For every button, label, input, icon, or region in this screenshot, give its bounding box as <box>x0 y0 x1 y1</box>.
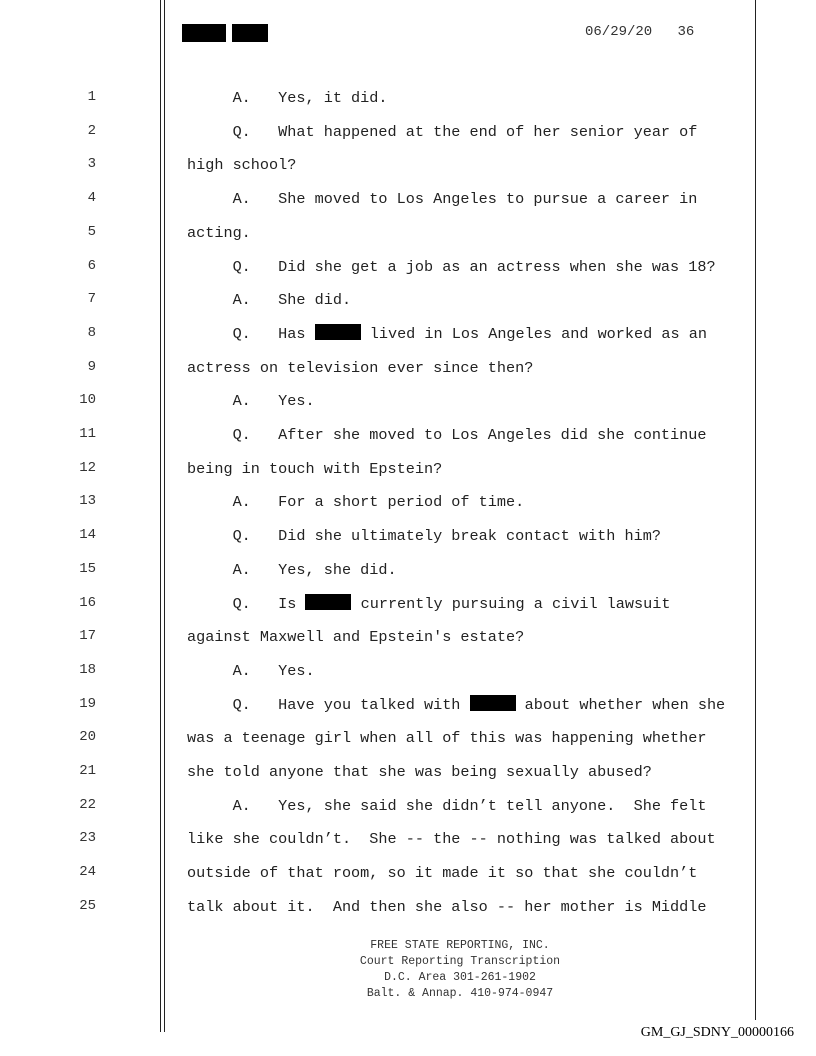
transcript-line <box>0 595 760 615</box>
header-redaction-2 <box>232 24 268 42</box>
line-text <box>187 696 725 714</box>
line-number: 21 <box>79 763 96 779</box>
line-text <box>187 729 707 747</box>
line-text <box>187 628 524 646</box>
text-segment: A. She did. <box>187 291 352 310</box>
transcript-line <box>0 830 760 850</box>
transcript-line <box>0 426 760 446</box>
line-text <box>187 123 697 141</box>
text-segment: A. Yes, she said she didn’t tell anyone. She felt <box>187 796 707 815</box>
line-text <box>187 898 707 916</box>
line-text <box>187 89 388 107</box>
transcript-line <box>0 291 760 311</box>
text-segment: about whether when she <box>515 695 726 714</box>
transcript-line <box>0 392 760 412</box>
line-text <box>187 224 251 242</box>
bates-number: GM_GJ_SDNY_00000166 <box>640 1025 794 1040</box>
line-text <box>187 561 397 579</box>
text-segment: Q. Did she ultimately break contact with him? <box>187 527 661 546</box>
line-text <box>187 156 296 174</box>
text-segment: acting. <box>187 223 251 242</box>
line-text <box>187 830 716 848</box>
line-number: 8 <box>87 324 96 341</box>
line-number: 10 <box>79 392 96 409</box>
transcript-line <box>0 190 760 210</box>
text-segment: Q. Did she get a job as an actress when she was 18? <box>187 257 716 276</box>
text-segment: currently pursuing a civil lawsuit <box>351 594 671 613</box>
redaction-box <box>470 695 516 711</box>
transcript-line <box>0 561 760 581</box>
text-segment: A. For a short period of time. <box>187 493 525 512</box>
text-segment: being in touch with Epstein? <box>187 459 443 478</box>
text-segment: A. Yes. <box>187 661 315 680</box>
line-number: 5 <box>87 223 96 240</box>
transcript-line <box>0 359 760 379</box>
transcript-line <box>0 696 760 716</box>
line-text <box>187 291 351 309</box>
redaction-box <box>315 324 361 340</box>
text-segment: she told anyone that she was being sexually abused? <box>187 763 652 781</box>
line-number: 16 <box>79 594 96 611</box>
text-segment: Q. Is <box>187 594 306 613</box>
line-number: 15 <box>79 560 96 577</box>
transcript-line <box>0 662 760 682</box>
line-text <box>187 797 707 815</box>
redaction-box <box>305 594 351 610</box>
transcript-line <box>0 763 760 783</box>
transcript-line <box>0 123 760 143</box>
transcript-line <box>0 325 760 345</box>
line-number: 13 <box>79 493 96 510</box>
text-segment: was a teenage girl when all of this was happening whether <box>187 729 707 748</box>
transcript-line <box>0 527 760 547</box>
transcript-line <box>0 493 760 513</box>
transcript-line <box>0 156 760 176</box>
text-segment: A. Yes, she did. <box>187 560 397 579</box>
transcript-line <box>0 628 760 648</box>
line-number: 7 <box>87 291 96 308</box>
text-segment: A. She moved to Los Angeles to pursue a career in <box>187 190 698 209</box>
line-text <box>187 864 697 882</box>
text-segment: outside of that room, so it made it so that she couldn’t <box>187 864 698 883</box>
transcript-line <box>0 864 760 884</box>
transcript-line <box>0 460 760 480</box>
text-segment: Q. After she moved to Los Angeles did she continue <box>187 426 707 444</box>
line-number: 17 <box>79 628 96 645</box>
line-number: 25 <box>79 897 96 914</box>
line-text <box>187 392 315 410</box>
reporter-footer <box>260 938 660 1002</box>
line-text <box>187 325 707 343</box>
text-segment: lived in Los Angeles and worked as an <box>360 324 707 343</box>
line-number: 4 <box>87 190 96 207</box>
text-segment: A. Yes, it did. <box>187 89 388 107</box>
line-number: 3 <box>87 156 96 173</box>
line-number: 2 <box>87 122 96 139</box>
header-date-page <box>585 24 694 40</box>
text-segment: against Maxwell and Epstein's estate? <box>187 628 525 647</box>
page-number: 36 <box>677 24 695 40</box>
line-number: 18 <box>79 661 96 678</box>
line-text <box>187 662 315 680</box>
footer-service: Court Reporting Transcription <box>359 955 561 968</box>
line-text <box>187 527 661 545</box>
text-segment: A. Yes. <box>187 392 315 411</box>
transcript-line <box>0 797 760 817</box>
line-text <box>187 258 716 276</box>
transcript-line <box>0 729 760 749</box>
text-segment: talk about it. And then she also -- her mother is Middle <box>187 897 707 916</box>
text-segment: Q. What happened at the end of her senior year of <box>187 122 698 141</box>
transcript-line <box>0 258 760 278</box>
line-number: 23 <box>79 830 96 847</box>
transcript-line <box>0 898 760 918</box>
text-segment: Q. Has <box>187 324 315 343</box>
text-segment: high school? <box>187 156 297 175</box>
header-date: 06/29/20 <box>585 24 653 40</box>
line-text <box>187 460 442 478</box>
footer-company: FREE STATE REPORTING, INC. <box>370 939 550 952</box>
line-number: 24 <box>79 864 96 881</box>
line-text <box>187 426 707 444</box>
line-number: 19 <box>79 695 96 712</box>
line-number: 9 <box>87 358 96 375</box>
line-text <box>187 595 670 613</box>
transcript-line <box>0 224 760 244</box>
transcript-line <box>0 89 760 109</box>
line-text <box>187 493 524 511</box>
text-segment: Q. Have you talked with <box>187 695 470 714</box>
line-number: 11 <box>79 426 96 442</box>
line-number: 6 <box>87 257 96 274</box>
line-number: 22 <box>79 796 96 813</box>
line-number: 1 <box>87 89 96 105</box>
line-text <box>187 190 697 208</box>
text-segment: actress on television ever since then? <box>187 358 534 377</box>
line-number: 12 <box>79 459 96 476</box>
line-number: 14 <box>79 527 96 544</box>
line-text <box>187 359 533 377</box>
footer-dc-phone: D.C. Area 301-261-1902 <box>384 971 536 984</box>
text-segment: like she couldn’t. She -- the -- nothing was talked about <box>187 830 716 849</box>
line-text <box>187 763 652 781</box>
header-redaction-1 <box>182 24 226 42</box>
footer-balt-phone: Balt. & Annap. 410-974-0947 <box>366 987 554 1000</box>
line-number: 20 <box>79 729 96 746</box>
